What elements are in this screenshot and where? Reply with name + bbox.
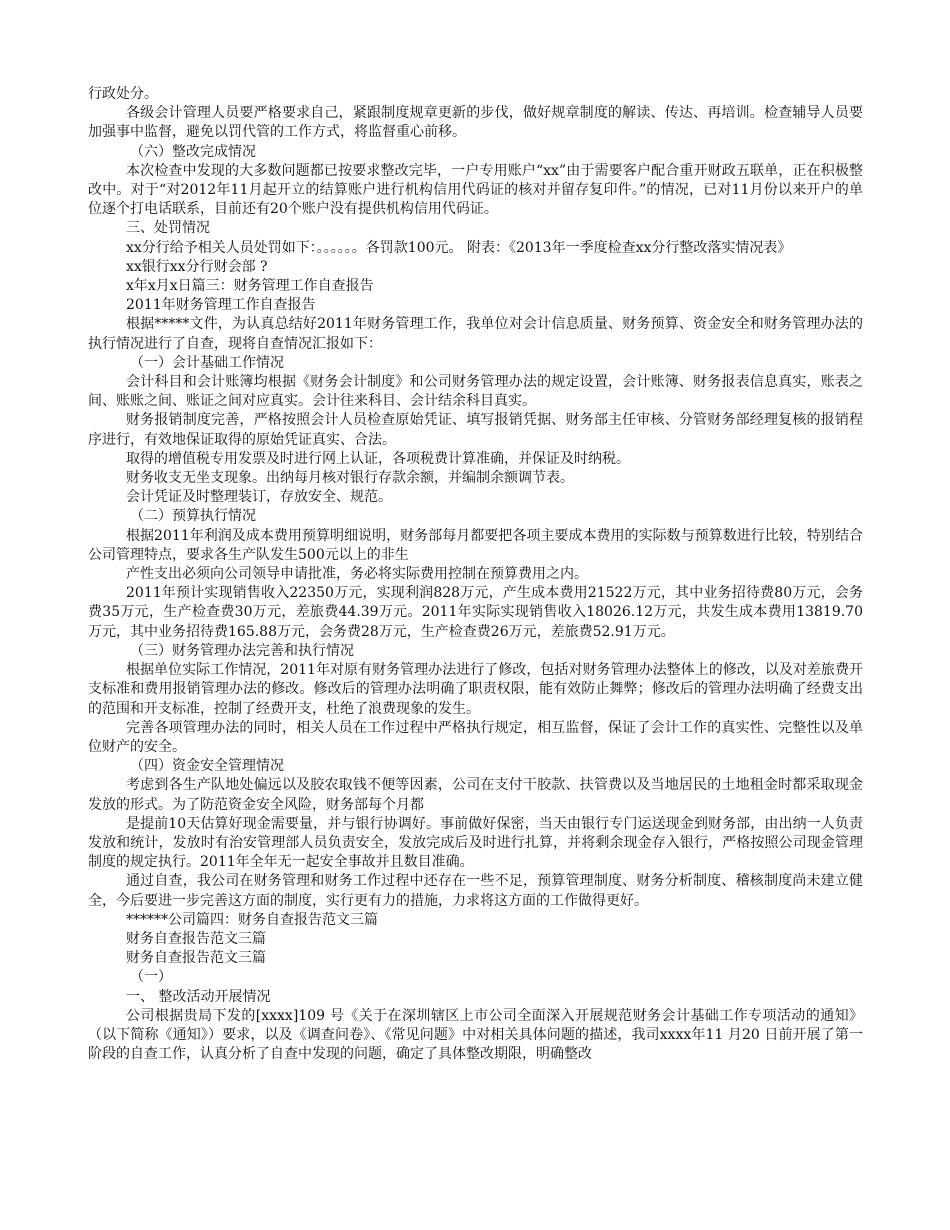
paragraph: x年x月x日篇三：财务管理工作自查报告 [126, 278, 374, 295]
paragraph: 2011年财务管理工作自查报告 [126, 297, 316, 314]
paragraph: 完善各项管理办法的同时，相关人员在工作过程中严格执行规定，相互监督，保证了会计工作的真实性、完整性以及单位财产的安全。 [88, 719, 863, 755]
paragraph: 各级会计管理人员要严格要求自己，紧跟制度规章更新的步伐，做好规章制度的解读、传达、再培训。检查辅导人员要加强事中监督，避免以罚代管的工作方式，将监督重心前移。 [88, 105, 863, 141]
document-body [88, 85, 863, 1064]
paragraph: ******公司篇四：财务自查报告范文三篇 [126, 911, 378, 928]
paragraph: 会计科目和会计账簿均根据《财务会计制度》和公司财务管理办法的规定设置，会计账簿、财务报表信息真实，账表之间、账账之间、账证之间对应真实。会计往来科目、会计结余科目真实。 [88, 374, 863, 410]
paragraph: 财务自查报告范文三篇 [126, 930, 266, 947]
paragraph: 取得的增值税专用发票及时进行网上认证，各项税费计算准确，并保证及时纳税。 [126, 450, 630, 467]
paragraph: 考虑到各生产队地处偏远以及胶农取钱不便等因素，公司在支付干胶款、扶管费以及当地居民的土地租金时都采取现金发放的形式。为了防范资金安全风险，财务部每个月都 [88, 777, 863, 813]
paragraph: 公司根据贵局下发的[xxxx]109 号《关于在深圳辖区上市公司全面深入开展规范财务会计基础工作专项活动的通知》（以下简称《通知》）要求，以及《调查问卷》、《常见问题》中对相关具体问题的描述，我司xxxx年11 月20 日前开展了第一阶段的自查工作，认真分析了自查中发现的问题，确定了具体整改期限，明确整改 [88, 1007, 863, 1063]
paragraph: 行政处分。 [88, 86, 158, 102]
paragraph: 2011年预计实现销售收入22350万元，实现利润828万元，产生成本费用21522万元，其中业务招待费80万元，会务费35万元，生产检查费30万元，差旅费44.39万元。2011年实际实现销售收入18026.12万元，共发生成本费用13819.70万元，其中业务招待费165.88万元，会务费28万元，生产检查费26万元，差旅费52.91万元。 [88, 585, 863, 640]
paragraph: （二）预算执行情况 [130, 508, 256, 525]
paragraph: xx分行给予相关人员处罚如下：。。。。。。各罚款100元。 附表：《2013年一季度检查xx分行整改落实情况表》 [126, 239, 792, 256]
paragraph: （三）财务管理办法完善和执行情况 [130, 642, 354, 659]
paragraph: 财务报销制度完善，严格按照会计人员检查原始凭证、填写报销凭据、财务部主任审核、分管财务部经理复核的报销程序进行，有效地保证取得的原始凭证真实、合法。 [88, 412, 863, 448]
paragraph: 产性支出必须向公司领导申请批准，务必将实际费用控制在预算费用之内。 [126, 566, 588, 583]
paragraph: 财务收支无坐支现象。出纳每月核对银行存款余额，并编制余额调节表。 [126, 470, 574, 487]
paragraph: 三、处罚情况 [126, 220, 210, 237]
paragraph: xx银行xx分行财会部 ? [126, 258, 268, 275]
paragraph: 财务自查报告范文三篇 [126, 950, 266, 967]
paragraph: （六）整改完成情况 [130, 143, 256, 160]
paragraph: （四）资金安全管理情况 [130, 758, 284, 775]
paragraph: 根据*****文件，为认真总结好2011年财务管理工作，我单位对会计信息质量、财务预算、资金安全和财务管理办法的执行情况进行了自查，现将自查情况汇报如下： [88, 316, 863, 352]
paragraph: 会计凭证及时整理装订，存放安全、规范。 [126, 489, 392, 506]
paragraph: 根据单位实际工作情况，2011年对原有财务管理办法进行了修改，包括对财务管理办法整体上的修改，以及对差旅费开支标准和费用报销管理办法的修改。修改后的管理办法明确了职责权限，能有效防止舞弊；修改后的管理办法明确了经费支出的范围和开支标准，控制了经费开支，杜绝了浪费现象的发生。 [88, 662, 863, 717]
paragraph: 是提前10天估算好现金需要量，并与银行协调好。事前做好保密，当天由银行专门运送现金到财务部，由出纳一人负责发放和统计，发放时有治安管理部人员负责安全，发放完成后及时进行扎算，并将剩余现金存入银行，严格按照公司现金管理制度的规定执行。2011年全年无一起安全事故并且数目准确。 [88, 815, 863, 871]
paragraph: 通过自查，我公司在财务管理和财务工作过程中还存在一些不足，预算管理制度、财务分析制度、稽核制度尚未建立健全，今后要进一步完善这方面的制度，实行更有力的措施，力求将这方面的工作做得更好。 [88, 873, 863, 909]
paragraph: 本次检查中发现的大多数问题都已按要求整改完毕，一户专用账户“xx”由于需要客户配合重开财政五联单，正在积极整改中。对于“对2012年11月起开立的结算账户进行机构信用代码证的核对并留存复印件。”的情况，已对11月份以来开户的单位逐个打电话联系，目前还有20个账户没有提供机构信用代码证。 [88, 162, 863, 218]
paragraph: （一）会计基础工作情况 [130, 354, 284, 371]
paragraph: 一、 整改活动开展情况 [126, 988, 271, 1005]
paragraph: （一） [130, 969, 172, 986]
paragraph: 根据2011年利润及成本费用预算明细说明，财务部每月都要把各项主要成本费用的实际数与预算数进行比较，特别结合公司管理特点，要求各生产队发生500元以上的非生 [88, 527, 863, 563]
